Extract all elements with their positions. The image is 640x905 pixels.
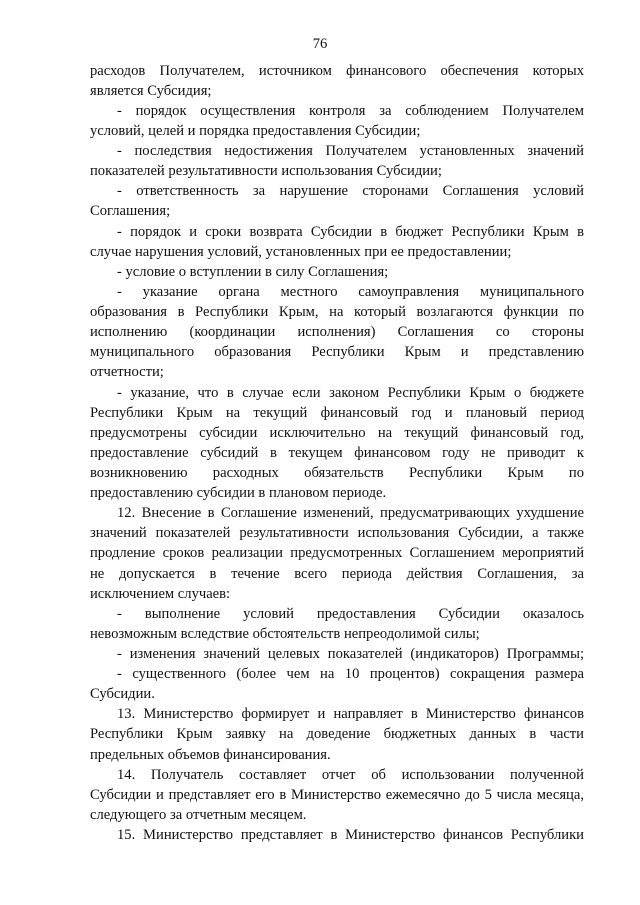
text-line: показателей результативности использования Субсидии; xyxy=(90,163,442,179)
text-line: продление сроков реализации предусмотренных Соглашением мероприятий xyxy=(90,545,584,561)
text-line: условий, целей и порядка предоставления Субсидии; xyxy=(90,123,421,139)
text-line: отчетности; xyxy=(90,364,164,380)
text-line: Республики Крым на текущий финансовый год и плановый период xyxy=(90,405,584,421)
text-line: исполнению (координации исполнения) Соглашения со стороны xyxy=(90,324,584,340)
text-line: предоставление субсидий в текущем финансовом году не приводит к xyxy=(90,445,584,461)
text-line: - изменения значений целевых показателей (индикаторов) Программы; xyxy=(117,646,584,662)
text-line: - ответственность за нарушение сторонами Соглашения условий xyxy=(117,183,584,199)
text-line: случае нарушения условий, установленных при ее предоставлении; xyxy=(90,244,512,260)
text-line: Субсидии. xyxy=(90,686,155,702)
text-line: образования в Республики Крым, на который возлагаются функции по xyxy=(90,304,584,320)
text-line: - условие о вступлении в силу Соглашения; xyxy=(117,264,389,280)
text-line: - последствия недостижения Получателем установленных значений xyxy=(117,143,584,159)
text-line: - порядок и сроки возврата Субсидии в бюджет Республики Крым в xyxy=(117,224,584,240)
text-line: расходов Получателем, источником финансового обеспечения которых xyxy=(90,63,584,79)
text-line: Республики Крым заявку на доведение бюджетных данных в части xyxy=(90,726,584,742)
text-line: - существенного (более чем на 10 процентов) сокращения размера xyxy=(117,666,584,682)
text-line: муниципального образования Республики Крым и представлению xyxy=(90,344,584,360)
text-line: 13. Министерство формирует и направляет в Министерство финансов xyxy=(117,706,584,722)
text-line: исключением случаев: xyxy=(90,586,231,602)
text-line: является Субсидия; xyxy=(90,83,212,99)
text-line: - указание органа местного самоуправления муниципального xyxy=(117,284,584,300)
text-line: предусмотрены субсидии исключительно на текущий финансовый год, xyxy=(90,425,584,441)
text-line: возникновению расходных обязательств Республики Крым по xyxy=(90,465,584,481)
text-line: невозможным вследствие обстоятельств непреодолимой силы; xyxy=(90,626,480,642)
text-line: предельных объемов финансирования. xyxy=(90,747,331,763)
text-line: предоставлению субсидии в плановом периоде. xyxy=(90,485,387,501)
text-line: значений показателей результативности использования Субсидии, а также xyxy=(90,525,584,541)
text-line: Соглашения; xyxy=(90,203,171,219)
text-line: следующего за отчетным месяцем. xyxy=(90,807,307,823)
page-number: 76 xyxy=(312,36,328,52)
text-line: 15. Министерство представляет в Министерство финансов Республики xyxy=(117,827,584,843)
text-line: - порядок осуществления контроля за соблюдением Получателем xyxy=(117,103,584,119)
text-line: - выполнение условий предоставления Субсидии оказалось xyxy=(117,606,584,622)
text-line: 12. Внесение в Соглашение изменений, предусматривающих ухудшение xyxy=(117,505,584,521)
text-line: 14. Получатель составляет отчет об использовании полученной xyxy=(117,767,584,783)
text-line: не допускается в течение всего периода действия Соглашения, за xyxy=(90,566,584,582)
text-line: Субсидии и представляет его в Министерство ежемесячно до 5 числа месяца, xyxy=(90,787,584,803)
text-line: - указание, что в случае если законом Республики Крым о бюджете xyxy=(117,385,584,401)
